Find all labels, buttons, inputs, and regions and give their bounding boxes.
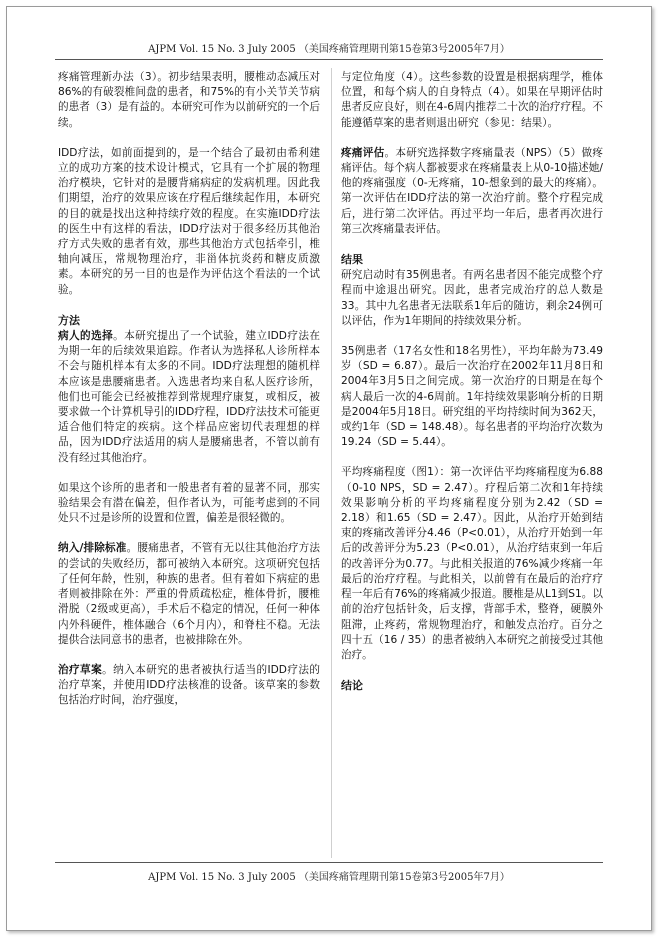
- paragraph: 平均疼痛程度（图1）：第一次评估平均疼痛程度为6.88（0-10 NPS，SD = 2.47）。疗程后第二次和1年持续效果影响分析的平均疼痛程度分别为2.42（SD = 2.18）和1.65（SD = 2.47）。因此，从治疗开始到结束的疼痛改善评分4.46（P<0.01），从治疗开始到一年后的改善评分为5.23（P<0.01），从治疗结束到一年后的改善评分为0.77。与此相关报道的76%减少疼痛一年最后的治疗疗程。与此相关，以前曾有在最后的治疗疗程一年后有76%的疼痛减少报道。腰椎是从L1到S1。以前的治疗包括针灸，后支撑，背部手术，整脊，硬膜外阻滞，止疼药，常规物理治疗，和触发点治疗。百分之四十五（16 / 35）的患者被纳入本研究之前接受过其他治疗。: [341, 466, 603, 661]
- section-heading-results: 结果: [341, 253, 363, 267]
- run-in-heading: 纳入/排除标准: [58, 542, 127, 555]
- paragraph-inclusion: [58, 541, 320, 647]
- paragraph-pain-assessment: [341, 146, 603, 237]
- paragraph-text: 。纳入本研究的患者被执行适当的IDD疗法的治疗草案，并使用IDD疗法核准的设备。该草案的参数包括治疗时间，治疗强度，: [58, 663, 321, 707]
- run-in-heading: 病人的选择: [58, 330, 114, 343]
- paragraph: 研究启动时有35例患者。有两名患者因不能完成整个疗程而中途退出研究。因此，患者完成治疗的总人数是33。其中九名患者无法联系1年后的随访，剩余24例可以评估，作为1年期间的持续效果分析。: [341, 269, 603, 327]
- section-heading-methods: 方法: [58, 313, 80, 327]
- header-rule: [55, 59, 603, 60]
- paragraph-text: 。腰痛患者，不管有无以往其他治疗方法的尝试的失败经历，都可被纳入本研究。这项研究包括了任何年龄，性别，种族的患者。但有着如下病症的患者则被排除在外：严重的骨质疏松症，椎体骨折，腰椎滑脱（2级或更高），手术后不稳定的情况，任何一种体内外科硬件，椎体融合（6个月内），和脊柱不稳。无法提供合法同意书的患者，也被排除在外。: [58, 542, 320, 646]
- run-in-heading: 治疗草案: [58, 663, 103, 676]
- paragraph-text: 。本研究选择数字疼痛量表（NPS）（5）做疼痛评估。每个病人都被要求在疼痛量表上从0-10描述她/他的疼痛强度（0-无疼痛，10-想象到的最大的疼痛）。第一次评估在IDD疗法的第一次治疗前。整个疗程完成后，进行第二次评估。再过平均一年后，患者再次进行第三次疼痛量表评估。: [341, 146, 603, 235]
- paragraph: 疼痛管理新办法（3）。初步结果表明，腰椎动态减压对86%的有破裂椎间盘的患者，和75%的有小关节关节病的患者（3）是有益的。本研究可作为以前研究的一个后续。: [58, 71, 320, 129]
- paragraph: 35例患者（17名女性和18名男性），平均年龄为73.49岁（SD = 6.87）。最后一次治疗在2002年11月8日和2004年3月5日之间完成。第一次治疗的日期是在每个病人最后一次的4-6周前。1年持续效果影响分析的日期是2004年5月18日。研究组的平均持续时间为362天，或约1年（SD = 148.48）。每名患者的平均治疗次数为19.24（SD = 5.44）。: [341, 345, 603, 449]
- left-column: [58, 70, 320, 724]
- paragraph-patient-selection: [58, 329, 320, 466]
- paragraph-text: 。本研究提出了一个试验，建立IDD疗法在为期一年的后续效果追踪。作者认为选择私人诊所样本不会与随机样本有太多的不同。IDD疗法理想的随机样本应该是患腰痛患者。入选患者均来自私人医疗诊所，他们也可能会已经被推荐到常规理疗康复，或相反，被要求做一个计算机导引的IDD疗程，IDD疗法技术可能更适合他们特定的疾病。这个样品应密切代表理想的样品，因为IDD疗法适用的病人是腰痛患者，不管以前有没有经过其他治疗。: [58, 330, 320, 464]
- footer-rule: [55, 862, 603, 863]
- right-column: [341, 70, 603, 694]
- running-header: AJPM Vol. 15 No. 3 July 2005 （美国疼痛管理期刊第15卷第3号2005年7月）: [148, 44, 510, 55]
- paragraph: 如果这个诊所的患者和一般患者有着的显著不同，那实验结果会有潜在偏差，但作者认为，可能考虑到的不同处只不过是诊所的设置和位置，偏差是很轻微的。: [58, 481, 320, 525]
- paragraph-protocol: [58, 663, 320, 709]
- run-in-heading: 疼痛评估: [341, 146, 385, 159]
- paragraph: 与定位角度（4）。这些参数的设置是根据病理学，椎体位置，和每个病人的自身特点（4）。如果在早期评估时患者反应良好，则在4-6周内推荐二十次的治疗疗程。不能遵循草案的患者则退出研究（参见：结果）。: [341, 71, 603, 129]
- section-heading-conclusion: 结论: [341, 679, 363, 693]
- running-footer: AJPM Vol. 15 No. 3 July 2005 （美国疼痛管理期刊第15卷第3号2005年7月）: [148, 872, 510, 883]
- paragraph: IDD疗法，如前面提到的，是一个结合了最初由希利建立的成功方案的技术设计模式，它具有一个扩展的物理治疗模块，它针对的是腰背痛病症的发病机理。因此我们期望，治疗的效果应该在疗程后继续起作用，本研究的目的就是找出这种持续疗效的程度。在实施IDD疗法的医生中有这样的看法，IDD疗法对于很多经历其他治疗方式失败的患者有效，那些其他治方式包括牵引，椎轴向减压，常规物理治疗，非甾体抗炎药和糖皮质激素。本研究的另一目的也是作为评估这个看法的一个试验。: [58, 146, 320, 296]
- column-divider: [331, 68, 332, 858]
